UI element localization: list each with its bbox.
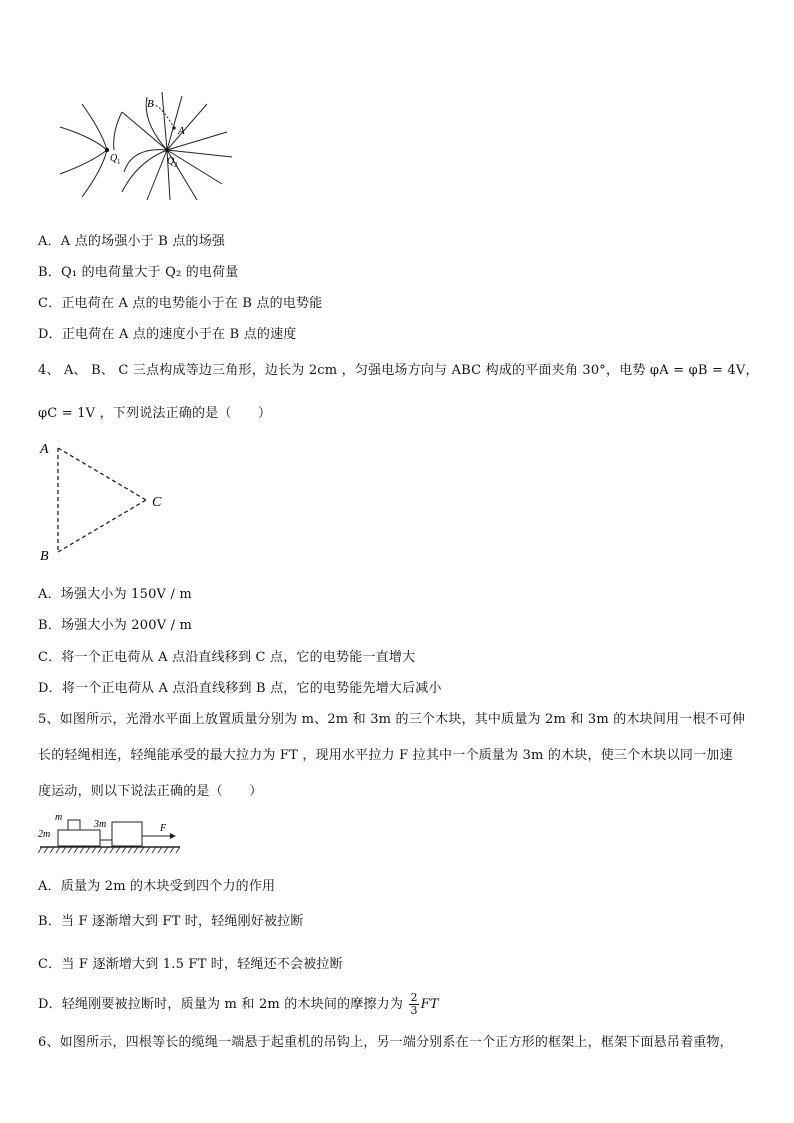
label-q1-sub: 1 bbox=[117, 158, 121, 166]
q4-option-b[interactable] bbox=[38, 614, 192, 633]
option-text: 场强大小为 150V / m bbox=[60, 587, 192, 602]
q3-option-a[interactable] bbox=[38, 230, 225, 249]
q5-option-d[interactable] bbox=[38, 992, 439, 1017]
option-text: 场强大小为 200V / m bbox=[60, 618, 193, 633]
option-text: 质量为 2m 的木块受到四个力的作用 bbox=[60, 879, 276, 894]
label-q1: Q bbox=[110, 153, 118, 164]
q6-stem-line1: 6、如图所示，四根等长的缆绳一端悬于起重机的吊钩上，另一端分别系在一个正方形的框架上，框架下面悬吊着重物， bbox=[38, 1035, 733, 1050]
fraction bbox=[409, 992, 418, 1017]
label-3m: 3m bbox=[94, 819, 107, 830]
label-2m: 2m bbox=[38, 829, 51, 840]
electric-field-figure bbox=[52, 92, 252, 202]
label-m: m bbox=[55, 812, 63, 823]
option-letter: A． bbox=[38, 587, 61, 602]
fraction-tail: FT bbox=[420, 997, 439, 1012]
q1-point bbox=[105, 148, 109, 152]
label-a: A bbox=[178, 125, 185, 137]
fraction-denominator: 3 bbox=[410, 1004, 418, 1017]
option-letter: A． bbox=[38, 879, 61, 894]
fraction-numerator: 2 bbox=[410, 991, 418, 1004]
label-q2: Q bbox=[167, 156, 175, 167]
label-c: C bbox=[152, 495, 162, 510]
option-letter: C． bbox=[38, 650, 62, 665]
q5-stem-line3: 度运动，则以下说法正确的是（ ） bbox=[38, 784, 263, 799]
q3-option-b[interactable] bbox=[38, 261, 239, 280]
option-text: 正电荷在 A 点的电势能小于在 B 点的电势能 bbox=[61, 296, 323, 311]
q3-option-d[interactable] bbox=[38, 323, 297, 342]
option-text: 当 F 逐渐增大到 1.5 FT 时，轻绳还不会被拉断 bbox=[61, 957, 343, 972]
option-text: 将一个正电荷从 A 点沿直线移到 C 点，它的电势能一直增大 bbox=[61, 650, 416, 665]
option-letter: B． bbox=[38, 914, 61, 929]
option-text: 正电荷在 A 点的速度小于在 B 点的速度 bbox=[61, 327, 297, 342]
q4-stem-line1: 4、 A、 B、 C 三点构成等边三角形，边长为 2cm ，匀强电场方向与 ABC 构成的平面夹角 30°，电势 φA = φB = 4V， bbox=[38, 363, 759, 378]
q5-option-b[interactable] bbox=[38, 910, 304, 929]
q4-option-c[interactable] bbox=[38, 646, 415, 665]
q2-point bbox=[165, 148, 169, 152]
q4-option-d[interactable] bbox=[38, 677, 442, 696]
label-b: B bbox=[147, 98, 154, 110]
option-letter: A． bbox=[38, 234, 61, 249]
option-text: 轻绳刚要被拉断时，质量为 m 和 2m 的木块间的摩擦力为 bbox=[61, 997, 404, 1012]
label-f: F bbox=[160, 823, 167, 834]
q5-stem-line1: 5、如图所示，光滑水平面上放置质量分别为 m、2m 和 3m 的三个木块，其中质量为 2m 和 3m 的木块间用一根不可伸 bbox=[38, 712, 746, 727]
q4-stem-line2: φC = 1V ，下列说法正确的是（ ） bbox=[38, 406, 272, 421]
q4-option-a[interactable] bbox=[38, 583, 192, 602]
option-text: A 点的场强小于 B 点的场强 bbox=[60, 234, 226, 249]
label-a: A bbox=[40, 442, 49, 457]
label-q2-sub: 2 bbox=[174, 161, 178, 169]
option-letter: D． bbox=[38, 681, 62, 696]
blocks-figure bbox=[38, 810, 188, 860]
option-letter: C． bbox=[38, 296, 62, 311]
triangle-figure bbox=[36, 436, 176, 564]
q5-stem-line2: 长的轻绳相连，轻绳能承受的最大拉力为 FT ，现用水平拉力 F 拉其中一个质量为 3m 的木块，使三个木块以同一加速 bbox=[38, 748, 733, 763]
option-letter: B． bbox=[38, 618, 61, 633]
option-text: 将一个正电荷从 A 点沿直线移到 B 点，它的电势能先增大后减小 bbox=[61, 681, 442, 696]
option-letter: C． bbox=[38, 957, 62, 972]
point-a bbox=[172, 126, 175, 129]
option-text: 当 F 逐渐增大到 FT 时，轻绳刚好被拉断 bbox=[60, 914, 304, 929]
option-letter: D． bbox=[38, 997, 62, 1012]
option-letter: B． bbox=[38, 265, 61, 280]
q5-option-a[interactable] bbox=[38, 875, 275, 894]
label-b: B bbox=[40, 549, 49, 564]
option-letter: D． bbox=[38, 327, 62, 342]
option-text: Q₁ 的电荷量大于 Q₂ 的电荷量 bbox=[60, 265, 239, 280]
q5-option-c[interactable] bbox=[38, 953, 343, 972]
q3-option-c[interactable] bbox=[38, 292, 322, 311]
